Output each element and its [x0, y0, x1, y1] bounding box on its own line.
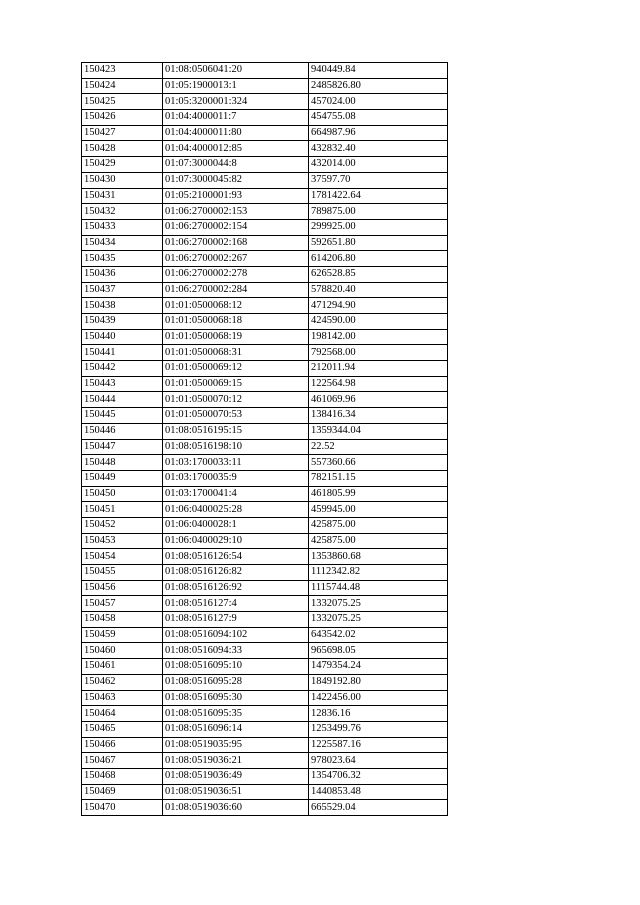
table-row: [82, 643, 448, 659]
cadastral-number-cell: 01:01:0500068:12: [163, 298, 309, 314]
row-id-cell: 150425: [82, 94, 163, 110]
cadastral-number-cell: 01:04:4000011:7: [163, 110, 309, 126]
row-id-cell: 150455: [82, 565, 163, 581]
amount-cell: 789875.00: [309, 204, 448, 220]
cadastral-number-cell: 01:06:2700002:153: [163, 204, 309, 220]
row-id-cell: 150436: [82, 266, 163, 282]
row-id-cell: 150457: [82, 596, 163, 612]
amount-cell: 592651.80: [309, 235, 448, 251]
table-row: [82, 627, 448, 643]
cadastral-number-cell: 01:01:0500068:31: [163, 345, 309, 361]
table-row: [82, 580, 448, 596]
amount-cell: 471294.90: [309, 298, 448, 314]
row-id-cell: 150444: [82, 392, 163, 408]
row-id-cell: 150466: [82, 737, 163, 753]
cadastral-number-cell: 01:05:1900013:1: [163, 78, 309, 94]
cadastral-number-cell: 01:06:2700002:168: [163, 235, 309, 251]
amount-cell: 198142.00: [309, 329, 448, 345]
table-row: [82, 314, 448, 330]
amount-cell: 1332075.25: [309, 596, 448, 612]
amount-cell: 1422456.00: [309, 690, 448, 706]
amount-cell: 665529.04: [309, 800, 448, 816]
cadastral-number-cell: 01:08:0516095:35: [163, 706, 309, 722]
amount-cell: 1359344.04: [309, 423, 448, 439]
amount-cell: 22.52: [309, 439, 448, 455]
row-id-cell: 150463: [82, 690, 163, 706]
row-id-cell: 150440: [82, 329, 163, 345]
amount-cell: 37597.70: [309, 172, 448, 188]
table-row: [82, 219, 448, 235]
amount-cell: 461069.96: [309, 392, 448, 408]
amount-cell: 782151.15: [309, 470, 448, 486]
row-id-cell: 150459: [82, 627, 163, 643]
table-row: [82, 110, 448, 126]
amount-cell: 432014.00: [309, 157, 448, 173]
table-row: [82, 251, 448, 267]
table-row: [82, 502, 448, 518]
amount-cell: 1253499.76: [309, 721, 448, 737]
cadastral-number-cell: 01:05:3200001:324: [163, 94, 309, 110]
table-row: [82, 690, 448, 706]
table-row: [82, 423, 448, 439]
row-id-cell: 150464: [82, 706, 163, 722]
cadastral-number-cell: 01:06:0400028:1: [163, 517, 309, 533]
amount-cell: 1440853.48: [309, 784, 448, 800]
cadastral-number-cell: 01:08:0516126:92: [163, 580, 309, 596]
table-row: [82, 408, 448, 424]
cadastral-number-cell: 01:08:0516096:14: [163, 721, 309, 737]
cadastral-number-cell: 01:08:0519035:95: [163, 737, 309, 753]
row-id-cell: 150449: [82, 470, 163, 486]
table-row: [82, 361, 448, 377]
cadastral-number-cell: 01:08:0516095:30: [163, 690, 309, 706]
amount-cell: 578820.40: [309, 282, 448, 298]
row-id-cell: 150453: [82, 533, 163, 549]
row-id-cell: 150428: [82, 141, 163, 157]
table-row: [82, 737, 448, 753]
row-id-cell: 150446: [82, 423, 163, 439]
table-row: [82, 204, 448, 220]
cadastral-number-cell: 01:04:4000012:85: [163, 141, 309, 157]
amount-cell: 614206.80: [309, 251, 448, 267]
amount-cell: 122564.98: [309, 376, 448, 392]
row-id-cell: 150443: [82, 376, 163, 392]
table-row: [82, 517, 448, 533]
row-id-cell: 150441: [82, 345, 163, 361]
amount-cell: 1332075.25: [309, 612, 448, 628]
row-id-cell: 150451: [82, 502, 163, 518]
row-id-cell: 150452: [82, 517, 163, 533]
table-row: [82, 659, 448, 675]
row-id-cell: 150458: [82, 612, 163, 628]
table-row: [82, 784, 448, 800]
row-id-cell: 150431: [82, 188, 163, 204]
table-row: [82, 455, 448, 471]
amount-cell: 1353860.68: [309, 549, 448, 565]
cadastral-number-cell: 01:08:0516126:82: [163, 565, 309, 581]
amount-cell: 138416.34: [309, 408, 448, 424]
table-row: [82, 470, 448, 486]
table-row: [82, 345, 448, 361]
amount-cell: 454755.08: [309, 110, 448, 126]
table-row: [82, 596, 448, 612]
cadastral-number-cell: 01:08:0516127:9: [163, 612, 309, 628]
table-row: [82, 78, 448, 94]
cadastral-number-cell: 01:01:0500070:12: [163, 392, 309, 408]
cadastral-number-cell: 01:08:0519036:21: [163, 753, 309, 769]
table-row: [82, 721, 448, 737]
row-id-cell: 150454: [82, 549, 163, 565]
row-id-cell: 150442: [82, 361, 163, 377]
row-id-cell: 150439: [82, 314, 163, 330]
cadastral-number-cell: 01:05:2100001:93: [163, 188, 309, 204]
cadastral-number-cell: 01:01:0500069:15: [163, 376, 309, 392]
row-id-cell: 150467: [82, 753, 163, 769]
amount-cell: 965698.05: [309, 643, 448, 659]
row-id-cell: 150447: [82, 439, 163, 455]
row-id-cell: 150461: [82, 659, 163, 675]
amount-cell: 792568.00: [309, 345, 448, 361]
cadastral-number-cell: 01:08:0519036:51: [163, 784, 309, 800]
cadastral-number-cell: 01:08:0516195:15: [163, 423, 309, 439]
table-row: [82, 298, 448, 314]
row-id-cell: 150438: [82, 298, 163, 314]
cadastral-number-cell: 01:08:0506041:20: [163, 63, 309, 79]
cadastral-number-cell: 01:08:0519036:49: [163, 768, 309, 784]
cadastral-number-cell: 01:08:0516127:4: [163, 596, 309, 612]
table-row: [82, 706, 448, 722]
row-id-cell: 150448: [82, 455, 163, 471]
table-row: [82, 674, 448, 690]
cadastral-number-cell: 01:08:0516198:10: [163, 439, 309, 455]
cadastral-number-cell: 01:08:0519036:60: [163, 800, 309, 816]
row-id-cell: 150462: [82, 674, 163, 690]
table-row: [82, 125, 448, 141]
cadastral-number-cell: 01:08:0516094:102: [163, 627, 309, 643]
table-row: [82, 392, 448, 408]
amount-cell: 626528.85: [309, 266, 448, 282]
amount-cell: 432832.40: [309, 141, 448, 157]
row-id-cell: 150465: [82, 721, 163, 737]
row-id-cell: 150456: [82, 580, 163, 596]
cadastral-number-cell: 01:01:0500070:53: [163, 408, 309, 424]
row-id-cell: 150424: [82, 78, 163, 94]
amount-cell: 12836.16: [309, 706, 448, 722]
row-id-cell: 150435: [82, 251, 163, 267]
amount-cell: 424590.00: [309, 314, 448, 330]
amount-cell: 1849192.80: [309, 674, 448, 690]
amount-cell: 1781422.64: [309, 188, 448, 204]
table-row: [82, 266, 448, 282]
table-body: [82, 63, 448, 816]
table-row: [82, 768, 448, 784]
amount-cell: 1479354.24: [309, 659, 448, 675]
amount-cell: 1354706.32: [309, 768, 448, 784]
amount-cell: 643542.02: [309, 627, 448, 643]
cadastral-number-cell: 01:06:2700002:284: [163, 282, 309, 298]
cadastral-number-cell: 01:08:0516095:28: [163, 674, 309, 690]
row-id-cell: 150426: [82, 110, 163, 126]
cadastral-number-cell: 01:08:0516126:54: [163, 549, 309, 565]
amount-cell: 425875.00: [309, 533, 448, 549]
amount-cell: 425875.00: [309, 517, 448, 533]
table-row: [82, 533, 448, 549]
amount-cell: 1225587.16: [309, 737, 448, 753]
row-id-cell: 150469: [82, 784, 163, 800]
table-row: [82, 157, 448, 173]
cadastral-number-cell: 01:06:2700002:267: [163, 251, 309, 267]
amount-cell: 940449.84: [309, 63, 448, 79]
cadastral-number-cell: 01:06:2700002:278: [163, 266, 309, 282]
amount-cell: 299925.00: [309, 219, 448, 235]
cadastral-number-cell: 01:06:0400025:28: [163, 502, 309, 518]
amount-cell: 664987.96: [309, 125, 448, 141]
cadastral-number-cell: 01:06:2700002:154: [163, 219, 309, 235]
cadastral-number-cell: 01:01:0500068:19: [163, 329, 309, 345]
amount-cell: 457024.00: [309, 94, 448, 110]
cadastral-number-cell: 01:03:1700041:4: [163, 486, 309, 502]
row-id-cell: 150430: [82, 172, 163, 188]
cadastral-number-cell: 01:06:0400029:10: [163, 533, 309, 549]
row-id-cell: 150434: [82, 235, 163, 251]
row-id-cell: 150460: [82, 643, 163, 659]
table-row: [82, 549, 448, 565]
table-row: [82, 235, 448, 251]
cadastral-number-cell: 01:01:0500069:12: [163, 361, 309, 377]
table-row: [82, 94, 448, 110]
row-id-cell: 150429: [82, 157, 163, 173]
table-row: [82, 486, 448, 502]
table-row: [82, 329, 448, 345]
row-id-cell: 150468: [82, 768, 163, 784]
row-id-cell: 150437: [82, 282, 163, 298]
cadastral-number-cell: 01:07:3000045:82: [163, 172, 309, 188]
table-row: [82, 141, 448, 157]
amount-cell: 212011.94: [309, 361, 448, 377]
amount-cell: 459945.00: [309, 502, 448, 518]
row-id-cell: 150445: [82, 408, 163, 424]
amount-cell: 557360.66: [309, 455, 448, 471]
row-id-cell: 150427: [82, 125, 163, 141]
cadastral-number-cell: 01:03:1700035:9: [163, 470, 309, 486]
row-id-cell: 150432: [82, 204, 163, 220]
data-table: [81, 62, 448, 816]
table-row: [82, 188, 448, 204]
row-id-cell: 150423: [82, 63, 163, 79]
cadastral-number-cell: 01:08:0516094:33: [163, 643, 309, 659]
table-row: [82, 753, 448, 769]
amount-cell: 1115744.48: [309, 580, 448, 596]
table-row: [82, 63, 448, 79]
row-id-cell: 150433: [82, 219, 163, 235]
row-id-cell: 150470: [82, 800, 163, 816]
amount-cell: 461805.99: [309, 486, 448, 502]
table-row: [82, 800, 448, 816]
table-row: [82, 612, 448, 628]
table-row: [82, 565, 448, 581]
cadastral-number-cell: 01:04:4000011:80: [163, 125, 309, 141]
cadastral-number-cell: 01:08:0516095:10: [163, 659, 309, 675]
row-id-cell: 150450: [82, 486, 163, 502]
amount-cell: 2485826.80: [309, 78, 448, 94]
cadastral-number-cell: 01:07:3000044:8: [163, 157, 309, 173]
table-row: [82, 282, 448, 298]
cadastral-number-cell: 01:01:0500068:18: [163, 314, 309, 330]
table-row: [82, 172, 448, 188]
amount-cell: 1112342.82: [309, 565, 448, 581]
table-row: [82, 439, 448, 455]
cadastral-number-cell: 01:03:1700033:11: [163, 455, 309, 471]
amount-cell: 978023.64: [309, 753, 448, 769]
table-row: [82, 376, 448, 392]
